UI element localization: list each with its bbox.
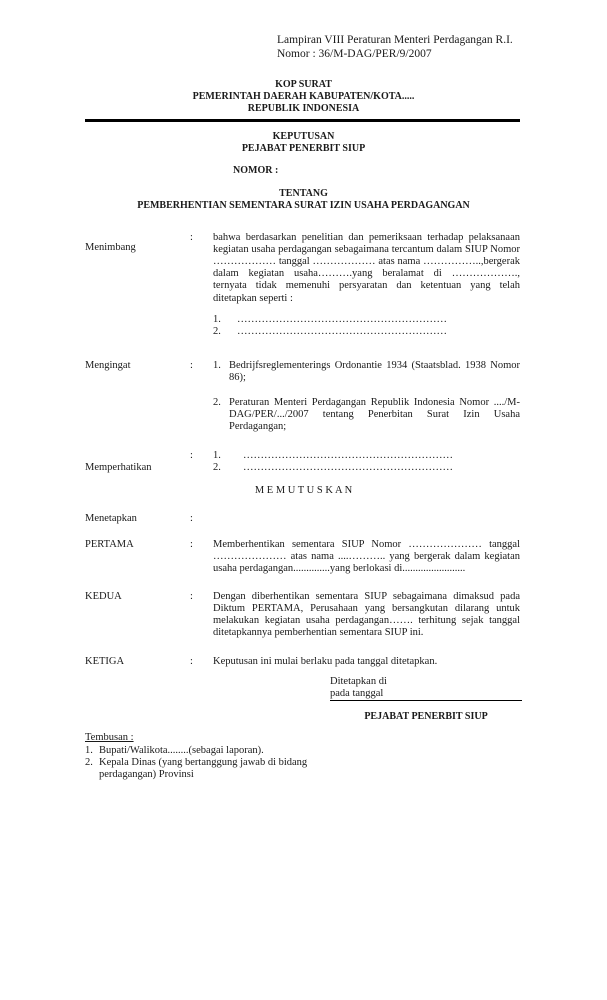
item-number: 1. [213, 450, 221, 462]
tembusan-item [85, 745, 337, 757]
item-dotted-line: …………………………………………………… [243, 450, 453, 462]
tembusan-block [85, 732, 337, 781]
item-dotted-line: …………………………………………………… [237, 326, 447, 338]
menimbang-label: Menimbang [85, 241, 136, 253]
pertama-label: PERTAMA [85, 539, 134, 551]
item-text: Peraturan Menteri Perdagangan Republik Indonesia Nomor ..../M-DAG/PER/.../2007 tentang Penerbitan Surat Izin Usaha Perdagangan; [229, 396, 520, 433]
subject-line: PEMBERHENTIAN SEMENTARA SURAT IZIN USAHA PERDAGANGAN [137, 200, 470, 212]
menetapkan-row [85, 513, 520, 525]
nomor-line: NOMOR : [233, 165, 279, 177]
mengingat-item [213, 397, 520, 434]
item-number: 2. [213, 462, 221, 474]
memutuskan-heading: M E M U T U S K A N [254, 484, 353, 496]
kop-surat-block [0, 79, 607, 116]
kop-line-3: REPUBLIK INDONESIA [247, 103, 360, 115]
keputusan-line: KEPUTUSAN [272, 130, 335, 142]
item-number: 1. [85, 744, 93, 756]
signature-block [330, 676, 522, 724]
pejabat-penerbit-line: PEJABAT PENERBIT SIUP [364, 711, 488, 723]
pertama-row [85, 539, 520, 576]
item-number: 1. [213, 313, 221, 325]
header-rule [85, 119, 520, 122]
item-text: Bedrijfsreglementerings Ordonantie 1934 (Staatsblad. 1938 Nomor 86); [229, 360, 520, 384]
tentang-block [0, 188, 607, 212]
item-dotted-line: …………………………………………………… [237, 313, 447, 325]
memperhatikan-label: Memperhatikan [85, 462, 152, 474]
mengingat-section [85, 360, 520, 433]
kop-line-2: PEMERINTAH DAERAH KABUPATEN/KOTA..... [192, 91, 415, 103]
item-text: Kepala Dinas (yang bertanggung jawab di bidang perdagangan) Provinsi [99, 756, 308, 780]
ketiga-label: KETIGA [85, 655, 125, 667]
item-number: 2. [85, 756, 93, 768]
mengingat-label: Mengingat [85, 360, 131, 372]
pertama-text: Memberhentikan sementara SIUP Nomor ………………… tanggal ………………… atas nama ....……….. yang bergerak dalam kegiatan usaha perdagangan..............yang berlokasi di........................ [213, 539, 520, 575]
kedua-text: Dengan diberhentikan sementara SIUP sebagaimana dimaksud pada Diktum PERTAMA, Perusahaan yang bersangkutan dilarang untuk melakukan kegiatan usaha perdagangan……. terhitung sejak tanggal ditetapkannya pemberhentian sementara SIUP ini. [213, 590, 520, 639]
menimbang-list [213, 314, 520, 338]
mengingat-colon: : [190, 360, 193, 372]
tembusan-heading: Tembusan : [85, 732, 134, 744]
kedua-label: KEDUA [85, 590, 122, 602]
pada-tanggal-line: pada tanggal [330, 688, 522, 701]
memperhatikan-section-line1 [85, 450, 520, 462]
ditetapkan-line: Ditetapkan di [330, 675, 387, 687]
item-number: 1. [213, 360, 221, 372]
item-dotted-line: …………………………………………………… [243, 462, 453, 474]
memperhatikan-item [213, 462, 520, 474]
lampiran-line-1: Lampiran VIII Peraturan Menteri Perdagangan R.I. [277, 34, 513, 46]
menetapkan-colon: : [190, 512, 193, 524]
tembusan-item [85, 757, 337, 781]
menimbang-section [85, 232, 520, 339]
pejabat-line: PEJABAT PENERBIT SIUP [241, 142, 366, 154]
menimbang-item [213, 314, 520, 326]
keputusan-title-block [0, 131, 607, 155]
item-number: 2. [213, 396, 221, 408]
item-number: 2. [213, 326, 221, 338]
tentang-line: TENTANG [279, 188, 328, 200]
menimbang-item [213, 326, 520, 338]
menimbang-paragraph: bahwa berdasarkan penelitian dan pemeriksaan terhadap pelaksanaan kegiatan usaha perdagangan sebagaimana tercantum dalam SIUP Nomor ……………… tanggal ……………… atas nama ……………..,bergerak dalam kegiatan usaha……….yang beralamat di ………………., ternyata tidak memenuhi persyaratan dan ketentuan yang telah ditetapkan seperti : [213, 231, 520, 304]
ketiga-row [85, 656, 520, 668]
pertama-colon: : [190, 539, 193, 551]
memperhatikan-item [213, 450, 520, 462]
kedua-colon: : [190, 590, 193, 602]
kedua-row [85, 591, 520, 640]
ketiga-text: Keputusan ini mulai berlaku pada tanggal ditetapkan. [213, 655, 438, 667]
mengingat-item [213, 360, 520, 384]
menimbang-colon: : [190, 231, 193, 243]
memperhatikan-colon: : [190, 450, 193, 462]
menetapkan-label: Menetapkan [85, 512, 137, 524]
ketiga-colon: : [190, 655, 193, 667]
memperhatikan-section-line2 [85, 462, 520, 474]
lampiran-line-2: Nomor : 36/M-DAG/PER/9/2007 [277, 48, 432, 60]
lampiran-header [277, 33, 607, 61]
item-text: Bupati/Walikota........(sebagai laporan). [99, 744, 264, 756]
kop-line-1: KOP SURAT [275, 79, 332, 90]
